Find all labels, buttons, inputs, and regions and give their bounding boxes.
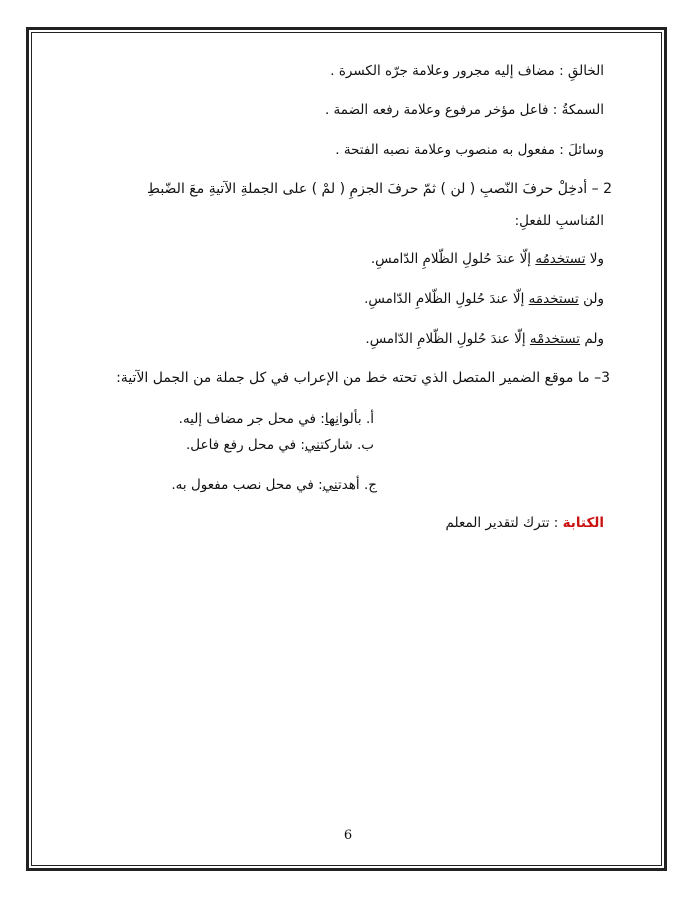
- writing-label: الكتابة: [562, 515, 604, 531]
- answer-sentence-la: [371, 250, 604, 268]
- question-3-item-a: [179, 410, 374, 428]
- question-2-line-2: المُناسبِ للفعلِ:: [514, 213, 604, 229]
- analysis-line-1: الخالقِ : مضاف إليه مجرور وعلامة جرّه الكسرة .: [330, 63, 604, 79]
- underlined-verb: تستخدمْه: [529, 331, 581, 347]
- item-word-base: شاركت: [320, 437, 353, 453]
- item-answer: : في محل رفع فاعل.: [186, 437, 305, 453]
- answer-rest: إلّا عندَ حُلولِ الظّلامِ الدّامسِ.: [370, 251, 536, 267]
- analysis-line-2: السمكةُ : فاعل مؤخر مرفوع وعلامة رفعه الضمة .: [324, 102, 604, 118]
- underlined-pronoun: ني: [322, 477, 338, 493]
- question-3-item-c: [171, 476, 377, 494]
- page-number: 6: [343, 828, 353, 843]
- writing-text: : تترك لتقدير المعلم: [445, 515, 563, 531]
- answer-sentence-lan: [364, 290, 604, 308]
- question-3-item-b: [186, 436, 374, 454]
- answer-rest: إلّا عندَ حُلولِ الظّلامِ الدّامسِ.: [364, 291, 529, 307]
- underlined-verb: تستخدمُه: [535, 251, 586, 267]
- item-answer: : في محل نصب مفعول به.: [171, 477, 323, 493]
- item-letter: ب.: [356, 437, 374, 453]
- underlined-pronoun: ها: [324, 411, 336, 427]
- item-letter: أ.: [365, 411, 374, 427]
- answer-prefix: ولا: [585, 251, 604, 267]
- analysis-line-3: وسائلَ : مفعول به منصوب وعلامة نصبه الفتحة .: [335, 142, 604, 158]
- item-letter: ج.: [363, 477, 377, 493]
- answer-prefix: ولم: [580, 331, 604, 347]
- writing-line: [446, 514, 604, 532]
- answer-rest: إلّا عندَ حُلولِ الظّلامِ الدّامسِ.: [365, 331, 530, 347]
- underlined-verb: تستخدمَه: [528, 291, 579, 307]
- item-word-base: بألوانِ: [335, 411, 362, 427]
- question-2-line-1: 2 – أدخِلْ حرفَ النّصبِ ( لن ) ثمّ حرفَ الجزمِ ( لمْ ) على الجملةِ الآتيةِ معَ الضّبطِ: [147, 181, 612, 197]
- item-answer: : في محل جر مضاف إليه.: [178, 411, 325, 427]
- answer-prefix: ولن: [578, 291, 604, 307]
- underlined-pronoun: ني: [304, 437, 321, 453]
- answer-sentence-lam: [365, 330, 604, 348]
- question-3-title: 3– ما موقع الضمير المتصل الذي تحته خط من الإعراب في كل جملة من الجمل الآتية:: [116, 370, 610, 386]
- item-word-base: أهدت: [337, 477, 360, 493]
